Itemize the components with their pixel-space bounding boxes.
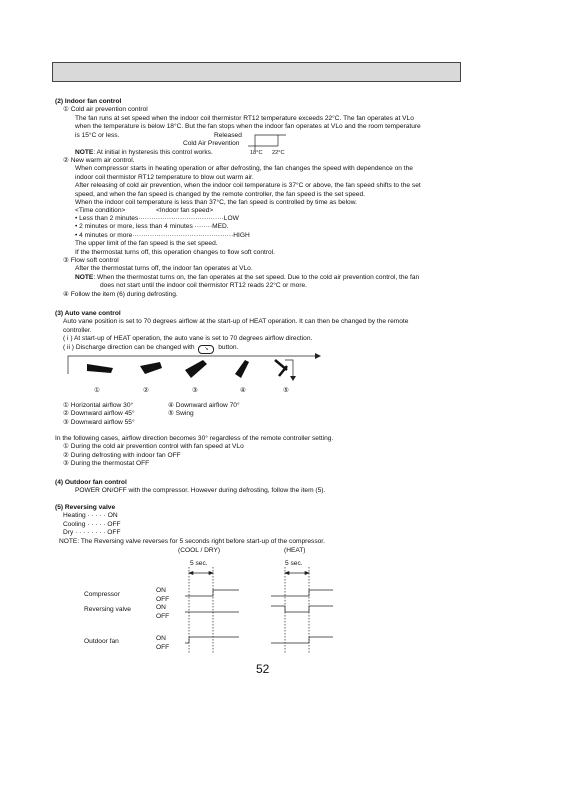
vane-45-icon [140, 362, 162, 374]
item-title: ① Cold air prevention control [63, 106, 148, 114]
vane-number: ③ [192, 387, 198, 394]
paragraph-line: Auto vane position is set to 70 degrees airflow at the start-up of HEAT operation. It can then be changed by the remote [63, 318, 409, 326]
vane-positions-diagram [65, 352, 355, 402]
paragraph-line: After the thermostat turns off, the indoor fan operates at VLo. [75, 265, 253, 273]
note-label: NOTE [75, 273, 94, 281]
time-condition-header: <Time condition> [75, 207, 126, 214]
vane-30-icon [87, 364, 113, 373]
speed-row: • Less than 2 minutes·······································LOW [75, 215, 239, 222]
legend-item: ① Horizontal airflow 30° [63, 402, 134, 409]
signal-label-reversing: Reversing valve [84, 606, 131, 613]
heat-header: (HEAT) [284, 547, 306, 554]
paragraph-line: When the indoor coil temperature is less than 37°C, the fan speed is controlled by time as below. [75, 199, 357, 207]
mode-state: Cooling · · · · · OFF [63, 520, 121, 528]
item-title: ② New warm air control. [63, 157, 135, 164]
page-number: 52 [256, 662, 270, 676]
section-title: (2) Indoor fan control [55, 98, 122, 105]
section-auto-vane [55, 310, 408, 354]
new-warm-air-block [63, 157, 421, 207]
paragraph-line: The fan runs at set speed when the indoor coil thermistor RT12 temperature exceeds 22°C. The fan operates at VLo [75, 114, 414, 122]
vane-55-icon [185, 360, 207, 378]
on-label: ON [156, 587, 166, 594]
fig-label-18c: 18°C [250, 150, 263, 156]
header-bar [52, 62, 461, 82]
section-title: (3) Auto vane control [55, 310, 121, 317]
off-label: OFF [156, 644, 170, 651]
fan-speed-header: <Indoor fan speed> [156, 207, 214, 214]
speed-row: • 4 minutes or more··············································HIGH [75, 231, 250, 239]
section-title: (5) Reversing valve [55, 504, 116, 511]
paragraph-line: when the temperature is below 18°C. But the fan stops when the indoor fan operates at VLo and the room temperature [75, 123, 421, 131]
paragraph-line: The upper limit of the fan speed is the set speed. [75, 240, 218, 248]
section-title: (4) Outdoor fan control [55, 479, 127, 486]
airflow-cases [55, 435, 333, 469]
vane-legend-left [63, 402, 135, 427]
legend-item: ④ Downward airflow 70° [168, 402, 240, 409]
section-reversing-valve [55, 504, 325, 546]
paragraph-line: ( i ) At start-up of HEAT operation, the auto vane is set to 70 degrees airflow direction. [63, 335, 313, 343]
vane-70-icon [235, 360, 249, 378]
vane-number: ④ [240, 387, 246, 394]
signal-label-outdoor-fan: Outdoor fan [84, 638, 119, 645]
legend-item: ② Downward airflow 45° [63, 410, 135, 418]
paragraph-line: speed, and when the fan speed is changed by the remote controller, the fan speed is the set speed. [75, 190, 365, 198]
vane-button-icon: ↘ [198, 345, 214, 354]
note-text: does not start until the indoor coil thermistor RT12 reads 22°C or more. [100, 282, 308, 290]
on-label: ON [156, 604, 166, 611]
case-item: ② During defrosting with indoor fan OFF [63, 451, 181, 459]
five-sec-label: 5 sec. [285, 560, 303, 567]
speed-row: • 2 minutes or more, less than 4 minutes ········MED. [75, 223, 229, 231]
paragraph-line: controller. [63, 326, 92, 334]
fig-label-released: Released [214, 132, 242, 139]
off-label: OFF [156, 613, 170, 620]
mode-state: Heating · · · · · ON [63, 512, 118, 520]
note-text: : When the thermostat turns on, the fan operates at the set speed. Due to the cold air prevention control, the fan [93, 273, 420, 281]
paragraph-line: ( ii ) Discharge direction can be changed with [63, 343, 195, 351]
paragraph-line: In the following cases, airflow direction becomes 30° regardless of the remote controller setting. [55, 435, 334, 442]
vane-number: ② [143, 387, 149, 394]
case-item: ① During the cold air prevention control with fan speed at VLo [63, 443, 244, 451]
off-label: OFF [156, 596, 170, 603]
paragraph-line: After releasing of cold air prevention, when the indoor coil temperature is 37°C or above, the fan speed shifts to the set [75, 182, 421, 190]
paragraph-line: indoor coil thermistor RT12 temperature to blow out warm air. [75, 173, 254, 181]
signal-label-compressor: Compressor [84, 591, 120, 598]
fig-label-cold-air: Cold Air Prevention [183, 140, 240, 147]
paragraph-line: button. [218, 343, 239, 351]
paragraph-line: When compressor starts in heating operation or after defrosting, the fan changes the speed with dependence on the [75, 165, 413, 173]
item-title: ④ Follow the item (6) during defrosting. [63, 290, 178, 298]
cool-dry-header: (COOL / DRY) [178, 547, 221, 554]
paragraph-line: is 15°C or less. [75, 131, 120, 139]
vane-number: ① [94, 387, 100, 394]
speed-table [75, 215, 275, 257]
note-text: NOTE: The Reversing valve reverses for 5 seconds right before start-up of the compressor. [59, 537, 325, 545]
case-item: ③ During the thermostat OFF [63, 460, 150, 468]
paragraph-line: If the thermostat turns off, this operation changes to flow soft control. [75, 248, 275, 256]
item-title: ③ Flow soft control [63, 257, 119, 264]
on-label: ON [156, 635, 166, 642]
five-sec-label: 5 sec. [190, 560, 208, 567]
legend-item: ③ Downward airflow 55° [63, 418, 135, 426]
swing-icon [275, 360, 296, 381]
vane-legend-right [168, 402, 240, 419]
section-outdoor-fan [55, 479, 325, 496]
note-label: NOTE [75, 149, 94, 156]
paragraph-line: POWER ON/OFF with the compressor. However during defrosting, follow the item (5). [75, 487, 326, 495]
timing-diagram [175, 565, 375, 665]
fig-label-22c: 22°C [272, 150, 285, 156]
vane-number: ⑤ [283, 387, 289, 394]
mode-state: Dry · · · · · · · · OFF [63, 529, 121, 537]
note-text: : At initial in hysteresis this control works. [93, 149, 213, 156]
flow-soft-block [63, 257, 419, 299]
legend-item: ⑤ Swing [168, 410, 194, 418]
